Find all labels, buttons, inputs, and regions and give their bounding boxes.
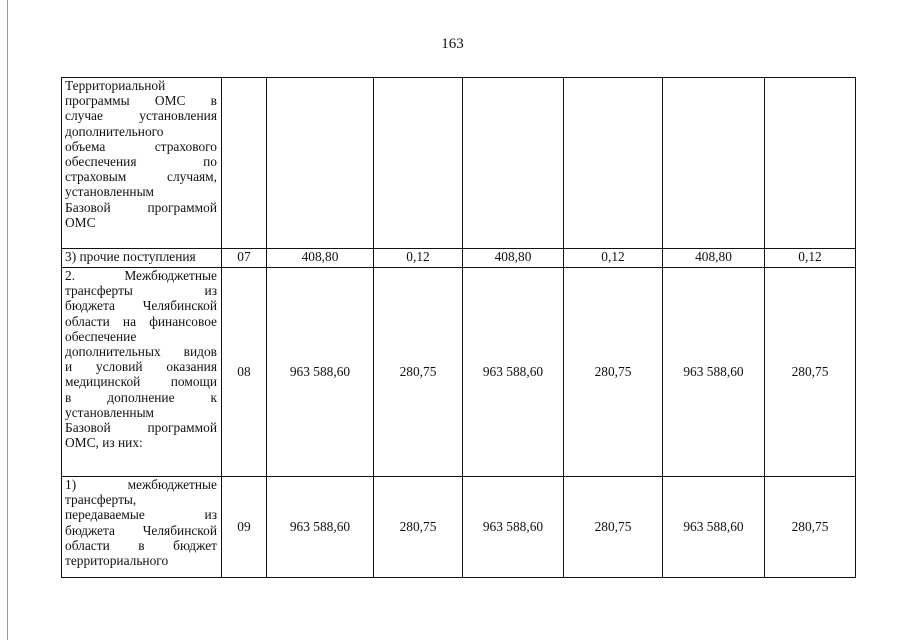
value-cell: 963 588,60	[663, 477, 765, 578]
description-line: обеспечения по	[65, 154, 217, 170]
description-line: бюджета Челябинской	[65, 298, 217, 314]
description-line: Базовой программой	[65, 420, 217, 436]
row-code: 08	[222, 268, 267, 477]
description-line: страховым случаям,	[65, 169, 217, 185]
value-cell: 963 588,60	[463, 268, 564, 477]
description-line: территориального	[65, 553, 169, 569]
budget-table	[61, 77, 856, 578]
value-cell: 280,75	[564, 268, 663, 477]
value-cell: 963 588,60	[267, 268, 374, 477]
value-cell	[267, 78, 374, 249]
description-line: дополнительных видов	[65, 344, 217, 360]
description-line: 1) межбюджетные	[65, 477, 217, 492]
value-cell: 408,80	[463, 249, 564, 268]
description-line: ОМС, из них:	[65, 435, 143, 451]
value-cell: 963 588,60	[267, 477, 374, 578]
description-line: ОМС	[65, 214, 96, 230]
value-cell	[663, 78, 765, 249]
value-cell	[564, 78, 663, 249]
table-row	[62, 268, 856, 477]
value-cell: 280,75	[374, 477, 463, 578]
description-line: обеспечение	[65, 328, 137, 344]
value-cell: 963 588,60	[663, 268, 765, 477]
description-line: трансферты,	[65, 492, 137, 508]
description-line: и условий оказания	[65, 359, 217, 375]
value-cell: 408,80	[663, 249, 765, 268]
row-description	[62, 268, 222, 477]
description-line: медицинской помощи	[65, 374, 217, 390]
description-line: 3) прочие поступления	[65, 249, 196, 264]
description-line: случае установления	[65, 108, 217, 124]
value-cell: 408,80	[267, 249, 374, 268]
value-cell: 963 588,60	[463, 477, 564, 578]
table-row	[62, 78, 856, 249]
description-line: установленным	[65, 184, 155, 200]
value-cell: 280,75	[564, 477, 663, 578]
description-line: бюджета Челябинской	[65, 522, 217, 538]
value-cell	[374, 78, 463, 249]
row-code	[222, 78, 267, 249]
description-line: установленным	[65, 404, 155, 420]
value-cell: 280,75	[765, 477, 856, 578]
description-line: Территориальной	[65, 78, 166, 93]
table-row	[62, 249, 856, 268]
row-description	[62, 78, 222, 249]
value-cell	[765, 78, 856, 249]
value-cell: 0,12	[564, 249, 663, 268]
row-code: 07	[222, 249, 267, 268]
description-line: объема страхового	[65, 138, 217, 154]
value-cell	[463, 78, 564, 249]
description-line: области на финансовое	[65, 313, 217, 329]
description-line: в дополнение к	[65, 389, 217, 405]
description-line: трансферты из	[65, 283, 217, 299]
row-description	[62, 249, 222, 268]
table-row	[62, 477, 856, 578]
scan-left-edge	[7, 0, 8, 640]
description-line: передаваемые из	[65, 507, 217, 523]
row-code: 09	[222, 477, 267, 578]
description-line: Базовой программой	[65, 199, 217, 215]
value-cell: 280,75	[374, 268, 463, 477]
description-line: дополнительного	[65, 123, 164, 139]
description-line: области в бюджет	[65, 537, 217, 553]
row-description	[62, 477, 222, 578]
value-cell: 280,75	[765, 268, 856, 477]
value-cell: 0,12	[765, 249, 856, 268]
page-number: 163	[441, 36, 464, 52]
description-line: 2. Межбюджетные	[65, 268, 217, 283]
description-line: программы ОМС в	[65, 93, 217, 109]
value-cell: 0,12	[374, 249, 463, 268]
